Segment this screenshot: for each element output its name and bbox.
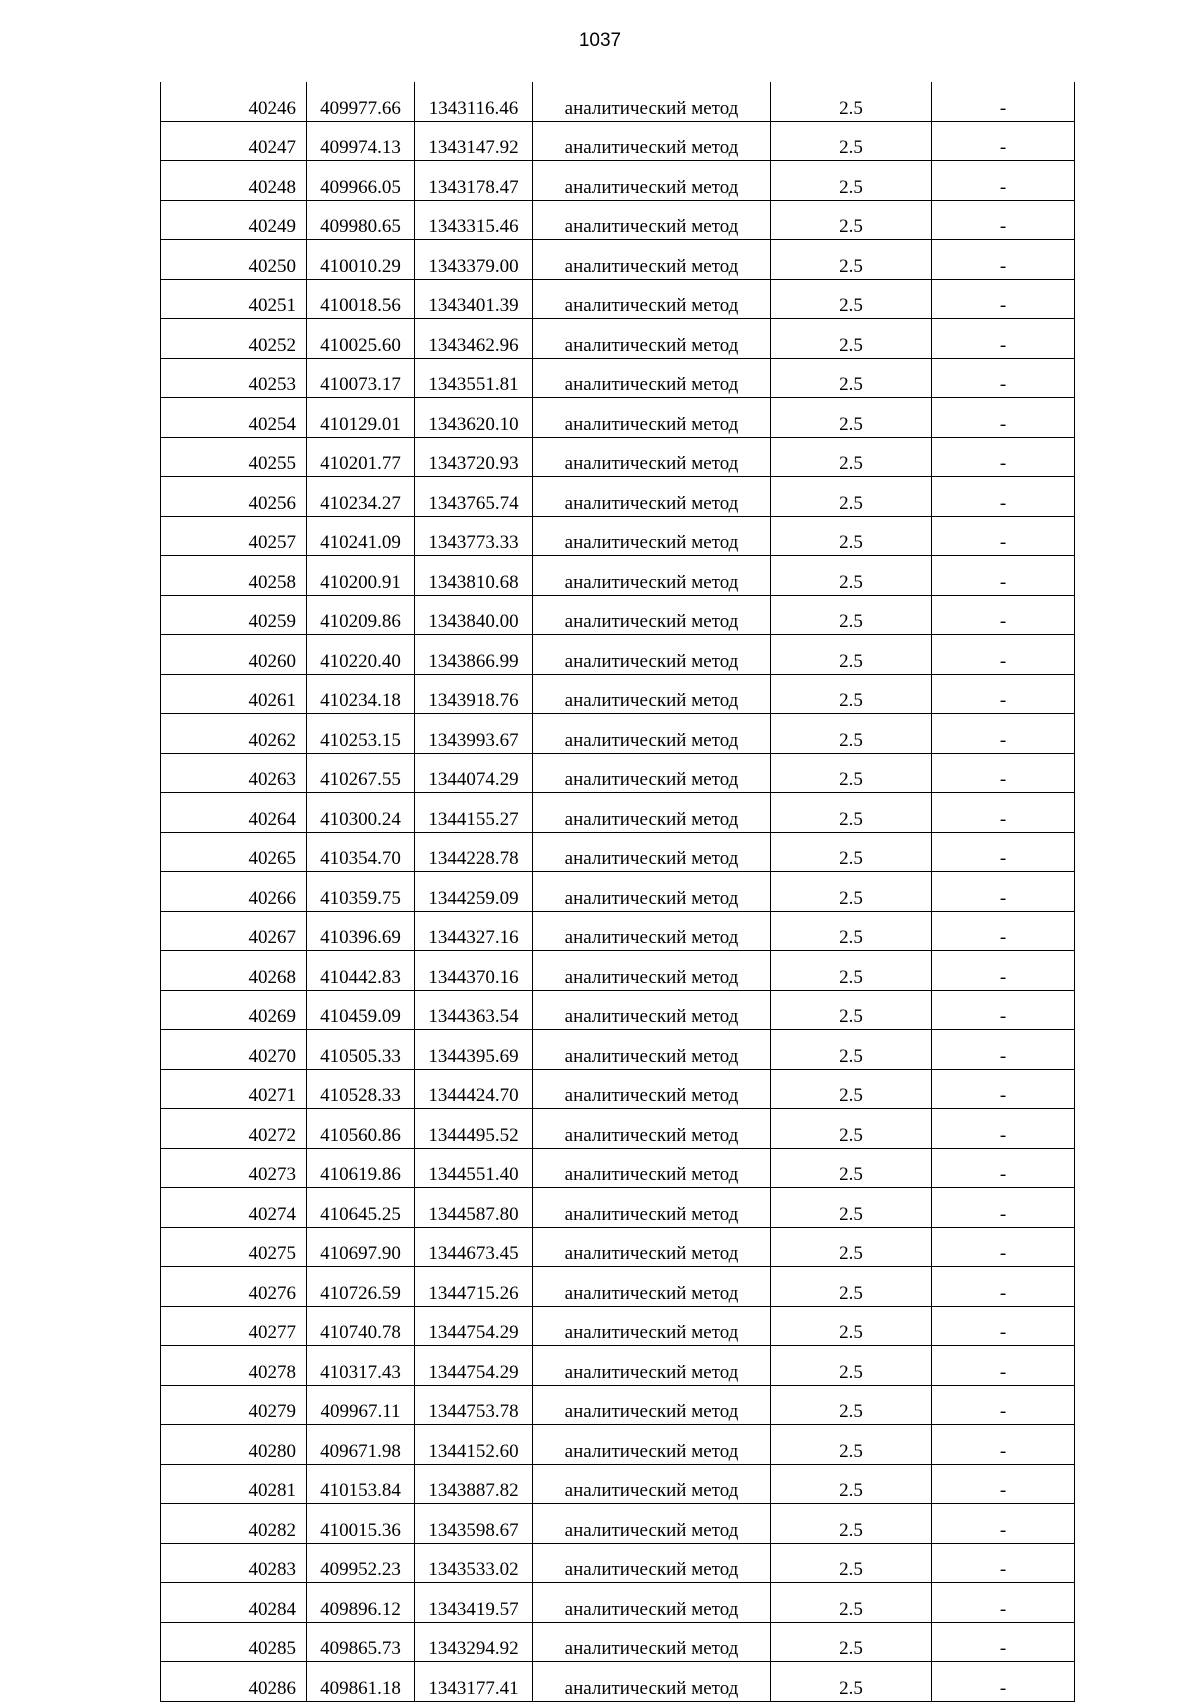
- method-cell: аналитический метод: [533, 1109, 771, 1149]
- point-number-cell: 40277: [161, 1306, 307, 1346]
- accuracy-cell: 2.5: [771, 990, 932, 1030]
- note-cell: -: [932, 911, 1075, 951]
- accuracy-cell: 2.5: [771, 121, 932, 161]
- accuracy-cell: 2.5: [771, 200, 932, 240]
- x-coordinate-cell: 410267.55: [307, 753, 415, 793]
- x-coordinate-cell: 410740.78: [307, 1306, 415, 1346]
- note-cell: -: [932, 753, 1075, 793]
- x-coordinate-cell: 410396.69: [307, 911, 415, 951]
- method-cell: аналитический метод: [533, 1385, 771, 1425]
- note-cell: -: [932, 595, 1075, 635]
- method-cell: аналитический метод: [533, 82, 771, 121]
- table-row: [161, 1109, 1075, 1149]
- x-coordinate-cell: 409980.65: [307, 200, 415, 240]
- point-number-cell: 40256: [161, 477, 307, 517]
- note-cell: -: [932, 951, 1075, 991]
- x-coordinate-cell: 410234.27: [307, 477, 415, 517]
- method-cell: аналитический метод: [533, 1583, 771, 1623]
- method-cell: аналитический метод: [533, 832, 771, 872]
- accuracy-cell: 2.5: [771, 319, 932, 359]
- accuracy-cell: 2.5: [771, 951, 932, 991]
- method-cell: аналитический метод: [533, 477, 771, 517]
- note-cell: -: [932, 990, 1075, 1030]
- x-coordinate-cell: 410505.33: [307, 1030, 415, 1070]
- note-cell: -: [932, 793, 1075, 833]
- method-cell: аналитический метод: [533, 1188, 771, 1228]
- y-coordinate-cell: 1343116.46: [415, 82, 533, 121]
- x-coordinate-cell: 409861.18: [307, 1662, 415, 1702]
- y-coordinate-cell: 1343598.67: [415, 1504, 533, 1544]
- method-cell: аналитический метод: [533, 990, 771, 1030]
- point-number-cell: 40284: [161, 1583, 307, 1623]
- point-number-cell: 40258: [161, 556, 307, 596]
- note-cell: -: [932, 1030, 1075, 1070]
- method-cell: аналитический метод: [533, 1030, 771, 1070]
- x-coordinate-cell: 410153.84: [307, 1464, 415, 1504]
- y-coordinate-cell: 1343866.99: [415, 635, 533, 675]
- accuracy-cell: 2.5: [771, 1069, 932, 1109]
- method-cell: аналитический метод: [533, 1069, 771, 1109]
- y-coordinate-cell: 1344753.78: [415, 1385, 533, 1425]
- note-cell: -: [932, 358, 1075, 398]
- method-cell: аналитический метод: [533, 1622, 771, 1662]
- x-coordinate-cell: 410129.01: [307, 398, 415, 438]
- x-coordinate-cell: 410018.56: [307, 279, 415, 319]
- y-coordinate-cell: 1343462.96: [415, 319, 533, 359]
- note-cell: -: [932, 1662, 1075, 1702]
- accuracy-cell: 2.5: [771, 437, 932, 477]
- note-cell: -: [932, 200, 1075, 240]
- accuracy-cell: 2.5: [771, 832, 932, 872]
- method-cell: аналитический метод: [533, 1148, 771, 1188]
- table-row: [161, 1464, 1075, 1504]
- y-coordinate-cell: 1344754.29: [415, 1346, 533, 1386]
- y-coordinate-cell: 1344370.16: [415, 951, 533, 991]
- y-coordinate-cell: 1344424.70: [415, 1069, 533, 1109]
- y-coordinate-cell: 1344395.69: [415, 1030, 533, 1070]
- note-cell: -: [932, 872, 1075, 912]
- x-coordinate-cell: 409974.13: [307, 121, 415, 161]
- y-coordinate-cell: 1344673.45: [415, 1227, 533, 1267]
- table-row: [161, 793, 1075, 833]
- x-coordinate-cell: 409967.11: [307, 1385, 415, 1425]
- table-row: [161, 1069, 1075, 1109]
- point-number-cell: 40253: [161, 358, 307, 398]
- method-cell: аналитический метод: [533, 398, 771, 438]
- accuracy-cell: 2.5: [771, 1385, 932, 1425]
- y-coordinate-cell: 1343401.39: [415, 279, 533, 319]
- accuracy-cell: 2.5: [771, 358, 932, 398]
- point-number-cell: 40266: [161, 872, 307, 912]
- accuracy-cell: 2.5: [771, 872, 932, 912]
- point-number-cell: 40262: [161, 714, 307, 754]
- method-cell: аналитический метод: [533, 793, 771, 833]
- table-row: [161, 358, 1075, 398]
- y-coordinate-cell: 1343315.46: [415, 200, 533, 240]
- y-coordinate-cell: 1344495.52: [415, 1109, 533, 1149]
- point-number-cell: 40260: [161, 635, 307, 675]
- table-row: [161, 674, 1075, 714]
- point-number-cell: 40273: [161, 1148, 307, 1188]
- method-cell: аналитический метод: [533, 714, 771, 754]
- accuracy-cell: 2.5: [771, 674, 932, 714]
- page-number: 1037: [578, 30, 622, 51]
- note-cell: -: [932, 635, 1075, 675]
- table-row: [161, 1385, 1075, 1425]
- table-row: [161, 161, 1075, 201]
- table-row: [161, 1622, 1075, 1662]
- point-number-cell: 40268: [161, 951, 307, 991]
- point-number-cell: 40263: [161, 753, 307, 793]
- y-coordinate-cell: 1344074.29: [415, 753, 533, 793]
- note-cell: -: [932, 1069, 1075, 1109]
- method-cell: аналитический метод: [533, 1267, 771, 1307]
- accuracy-cell: 2.5: [771, 161, 932, 201]
- method-cell: аналитический метод: [533, 872, 771, 912]
- y-coordinate-cell: 1343147.92: [415, 121, 533, 161]
- point-number-cell: 40264: [161, 793, 307, 833]
- table-row: [161, 200, 1075, 240]
- note-cell: -: [932, 1148, 1075, 1188]
- table-row: [161, 1188, 1075, 1228]
- x-coordinate-cell: 410354.70: [307, 832, 415, 872]
- method-cell: аналитический метод: [533, 437, 771, 477]
- y-coordinate-cell: 1344363.54: [415, 990, 533, 1030]
- method-cell: аналитический метод: [533, 1543, 771, 1583]
- accuracy-cell: 2.5: [771, 1583, 932, 1623]
- method-cell: аналитический метод: [533, 1662, 771, 1702]
- point-number-cell: 40270: [161, 1030, 307, 1070]
- x-coordinate-cell: 410025.60: [307, 319, 415, 359]
- accuracy-cell: 2.5: [771, 477, 932, 517]
- accuracy-cell: 2.5: [771, 1306, 932, 1346]
- x-coordinate-cell: 410300.24: [307, 793, 415, 833]
- y-coordinate-cell: 1343533.02: [415, 1543, 533, 1583]
- accuracy-cell: 2.5: [771, 1543, 932, 1583]
- y-coordinate-cell: 1343810.68: [415, 556, 533, 596]
- method-cell: аналитический метод: [533, 1346, 771, 1386]
- point-number-cell: 40281: [161, 1464, 307, 1504]
- table-row: [161, 516, 1075, 556]
- note-cell: -: [932, 674, 1075, 714]
- note-cell: -: [932, 1583, 1075, 1623]
- x-coordinate-cell: 410073.17: [307, 358, 415, 398]
- x-coordinate-cell: 410560.86: [307, 1109, 415, 1149]
- method-cell: аналитический метод: [533, 753, 771, 793]
- y-coordinate-cell: 1343887.82: [415, 1464, 533, 1504]
- x-coordinate-cell: 410200.91: [307, 556, 415, 596]
- accuracy-cell: 2.5: [771, 793, 932, 833]
- accuracy-cell: 2.5: [771, 1188, 932, 1228]
- table-row: [161, 595, 1075, 635]
- y-coordinate-cell: 1344259.09: [415, 872, 533, 912]
- note-cell: -: [932, 1543, 1075, 1583]
- table-row: [161, 437, 1075, 477]
- table-row: [161, 990, 1075, 1030]
- method-cell: аналитический метод: [533, 595, 771, 635]
- note-cell: -: [932, 832, 1075, 872]
- table-row: [161, 240, 1075, 280]
- point-number-cell: 40286: [161, 1662, 307, 1702]
- accuracy-cell: 2.5: [771, 1622, 932, 1662]
- accuracy-cell: 2.5: [771, 595, 932, 635]
- y-coordinate-cell: 1343379.00: [415, 240, 533, 280]
- table-row: [161, 1543, 1075, 1583]
- point-number-cell: 40275: [161, 1227, 307, 1267]
- y-coordinate-cell: 1344152.60: [415, 1425, 533, 1465]
- table-row: [161, 753, 1075, 793]
- point-number-cell: 40247: [161, 121, 307, 161]
- accuracy-cell: 2.5: [771, 753, 932, 793]
- x-coordinate-cell: 409966.05: [307, 161, 415, 201]
- accuracy-cell: 2.5: [771, 1109, 932, 1149]
- note-cell: -: [932, 437, 1075, 477]
- x-coordinate-cell: 410619.86: [307, 1148, 415, 1188]
- x-coordinate-cell: 410645.25: [307, 1188, 415, 1228]
- table-row: [161, 121, 1075, 161]
- note-cell: -: [932, 82, 1075, 121]
- x-coordinate-cell: 409952.23: [307, 1543, 415, 1583]
- y-coordinate-cell: 1343620.10: [415, 398, 533, 438]
- point-number-cell: 40250: [161, 240, 307, 280]
- x-coordinate-cell: 410442.83: [307, 951, 415, 991]
- note-cell: -: [932, 1346, 1075, 1386]
- table-row: [161, 1306, 1075, 1346]
- y-coordinate-cell: 1343720.93: [415, 437, 533, 477]
- table-row: [161, 1346, 1075, 1386]
- point-number-cell: 40278: [161, 1346, 307, 1386]
- y-coordinate-cell: 1344715.26: [415, 1267, 533, 1307]
- table-row: [161, 1504, 1075, 1544]
- method-cell: аналитический метод: [533, 674, 771, 714]
- method-cell: аналитический метод: [533, 1227, 771, 1267]
- method-cell: аналитический метод: [533, 1306, 771, 1346]
- method-cell: аналитический метод: [533, 516, 771, 556]
- table-row: [161, 82, 1075, 121]
- method-cell: аналитический метод: [533, 951, 771, 991]
- method-cell: аналитический метод: [533, 121, 771, 161]
- y-coordinate-cell: 1343765.74: [415, 477, 533, 517]
- point-number-cell: 40285: [161, 1622, 307, 1662]
- note-cell: -: [932, 1109, 1075, 1149]
- x-coordinate-cell: 410359.75: [307, 872, 415, 912]
- y-coordinate-cell: 1343177.41: [415, 1662, 533, 1702]
- x-coordinate-cell: 410528.33: [307, 1069, 415, 1109]
- note-cell: -: [932, 1306, 1075, 1346]
- method-cell: аналитический метод: [533, 635, 771, 675]
- accuracy-cell: 2.5: [771, 1346, 932, 1386]
- x-coordinate-cell: 410209.86: [307, 595, 415, 635]
- note-cell: -: [932, 319, 1075, 359]
- accuracy-cell: 2.5: [771, 1030, 932, 1070]
- method-cell: аналитический метод: [533, 279, 771, 319]
- accuracy-cell: 2.5: [771, 911, 932, 951]
- accuracy-cell: 2.5: [771, 240, 932, 280]
- point-number-cell: 40251: [161, 279, 307, 319]
- note-cell: -: [932, 1227, 1075, 1267]
- table-row: [161, 832, 1075, 872]
- y-coordinate-cell: 1344228.78: [415, 832, 533, 872]
- y-coordinate-cell: 1344754.29: [415, 1306, 533, 1346]
- point-number-cell: 40261: [161, 674, 307, 714]
- method-cell: аналитический метод: [533, 319, 771, 359]
- note-cell: -: [932, 240, 1075, 280]
- x-coordinate-cell: 409865.73: [307, 1622, 415, 1662]
- note-cell: -: [932, 398, 1075, 438]
- table-row: [161, 1030, 1075, 1070]
- note-cell: -: [932, 1504, 1075, 1544]
- accuracy-cell: 2.5: [771, 1464, 932, 1504]
- accuracy-cell: 2.5: [771, 635, 932, 675]
- point-number-cell: 40255: [161, 437, 307, 477]
- accuracy-cell: 2.5: [771, 279, 932, 319]
- table-row: [161, 1227, 1075, 1267]
- table-row: [161, 911, 1075, 951]
- y-coordinate-cell: 1343178.47: [415, 161, 533, 201]
- y-coordinate-cell: 1343993.67: [415, 714, 533, 754]
- x-coordinate-cell: 410015.36: [307, 1504, 415, 1544]
- note-cell: -: [932, 714, 1075, 754]
- accuracy-cell: 2.5: [771, 1504, 932, 1544]
- accuracy-cell: 2.5: [771, 714, 932, 754]
- accuracy-cell: 2.5: [771, 1662, 932, 1702]
- y-coordinate-cell: 1343918.76: [415, 674, 533, 714]
- note-cell: -: [932, 556, 1075, 596]
- accuracy-cell: 2.5: [771, 398, 932, 438]
- note-cell: -: [932, 477, 1075, 517]
- y-coordinate-cell: 1343551.81: [415, 358, 533, 398]
- x-coordinate-cell: 409977.66: [307, 82, 415, 121]
- accuracy-cell: 2.5: [771, 1148, 932, 1188]
- note-cell: -: [932, 1464, 1075, 1504]
- accuracy-cell: 2.5: [771, 556, 932, 596]
- x-coordinate-cell: 410317.43: [307, 1346, 415, 1386]
- note-cell: -: [932, 1188, 1075, 1228]
- accuracy-cell: 2.5: [771, 516, 932, 556]
- x-coordinate-cell: 410253.15: [307, 714, 415, 754]
- point-number-cell: 40254: [161, 398, 307, 438]
- method-cell: аналитический метод: [533, 556, 771, 596]
- x-coordinate-cell: 410201.77: [307, 437, 415, 477]
- point-number-cell: 40267: [161, 911, 307, 951]
- y-coordinate-cell: 1343773.33: [415, 516, 533, 556]
- coordinates-table: [160, 82, 1075, 1702]
- point-number-cell: 40257: [161, 516, 307, 556]
- note-cell: -: [932, 121, 1075, 161]
- method-cell: аналитический метод: [533, 240, 771, 280]
- point-number-cell: 40249: [161, 200, 307, 240]
- note-cell: -: [932, 161, 1075, 201]
- coordinates-table-body: [161, 82, 1075, 1701]
- method-cell: аналитический метод: [533, 358, 771, 398]
- point-number-cell: 40265: [161, 832, 307, 872]
- table-row: [161, 279, 1075, 319]
- point-number-cell: 40271: [161, 1069, 307, 1109]
- table-row: [161, 1425, 1075, 1465]
- table-row: [161, 1583, 1075, 1623]
- note-cell: -: [932, 1385, 1075, 1425]
- x-coordinate-cell: 409896.12: [307, 1583, 415, 1623]
- accuracy-cell: 2.5: [771, 1267, 932, 1307]
- point-number-cell: 40282: [161, 1504, 307, 1544]
- method-cell: аналитический метод: [533, 1464, 771, 1504]
- point-number-cell: 40276: [161, 1267, 307, 1307]
- note-cell: -: [932, 1267, 1075, 1307]
- note-cell: -: [932, 1425, 1075, 1465]
- x-coordinate-cell: 409671.98: [307, 1425, 415, 1465]
- point-number-cell: 40283: [161, 1543, 307, 1583]
- table-row: [161, 951, 1075, 991]
- y-coordinate-cell: 1344155.27: [415, 793, 533, 833]
- table-row: [161, 398, 1075, 438]
- point-number-cell: 40246: [161, 82, 307, 121]
- point-number-cell: 40252: [161, 319, 307, 359]
- method-cell: аналитический метод: [533, 161, 771, 201]
- point-number-cell: 40274: [161, 1188, 307, 1228]
- x-coordinate-cell: 410697.90: [307, 1227, 415, 1267]
- table-row: [161, 635, 1075, 675]
- x-coordinate-cell: 410726.59: [307, 1267, 415, 1307]
- note-cell: -: [932, 1622, 1075, 1662]
- point-number-cell: 40269: [161, 990, 307, 1030]
- table-row: [161, 714, 1075, 754]
- point-number-cell: 40272: [161, 1109, 307, 1149]
- method-cell: аналитический метод: [533, 200, 771, 240]
- table-row: [161, 1662, 1075, 1702]
- x-coordinate-cell: 410220.40: [307, 635, 415, 675]
- accuracy-cell: 2.5: [771, 1425, 932, 1465]
- x-coordinate-cell: 410010.29: [307, 240, 415, 280]
- method-cell: аналитический метод: [533, 911, 771, 951]
- x-coordinate-cell: 410459.09: [307, 990, 415, 1030]
- table-row: [161, 556, 1075, 596]
- method-cell: аналитический метод: [533, 1504, 771, 1544]
- table-row: [161, 477, 1075, 517]
- y-coordinate-cell: 1343294.92: [415, 1622, 533, 1662]
- y-coordinate-cell: 1344587.80: [415, 1188, 533, 1228]
- x-coordinate-cell: 410241.09: [307, 516, 415, 556]
- note-cell: -: [932, 279, 1075, 319]
- table-row: [161, 1267, 1075, 1307]
- table-row: [161, 319, 1075, 359]
- table-row: [161, 872, 1075, 912]
- point-number-cell: 40248: [161, 161, 307, 201]
- y-coordinate-cell: 1344551.40: [415, 1148, 533, 1188]
- x-coordinate-cell: 410234.18: [307, 674, 415, 714]
- y-coordinate-cell: 1343419.57: [415, 1583, 533, 1623]
- accuracy-cell: 2.5: [771, 1227, 932, 1267]
- point-number-cell: 40280: [161, 1425, 307, 1465]
- point-number-cell: 40259: [161, 595, 307, 635]
- point-number-cell: 40279: [161, 1385, 307, 1425]
- note-cell: -: [932, 516, 1075, 556]
- y-coordinate-cell: 1343840.00: [415, 595, 533, 635]
- y-coordinate-cell: 1344327.16: [415, 911, 533, 951]
- accuracy-cell: 2.5: [771, 82, 932, 121]
- method-cell: аналитический метод: [533, 1425, 771, 1465]
- table-row: [161, 1148, 1075, 1188]
